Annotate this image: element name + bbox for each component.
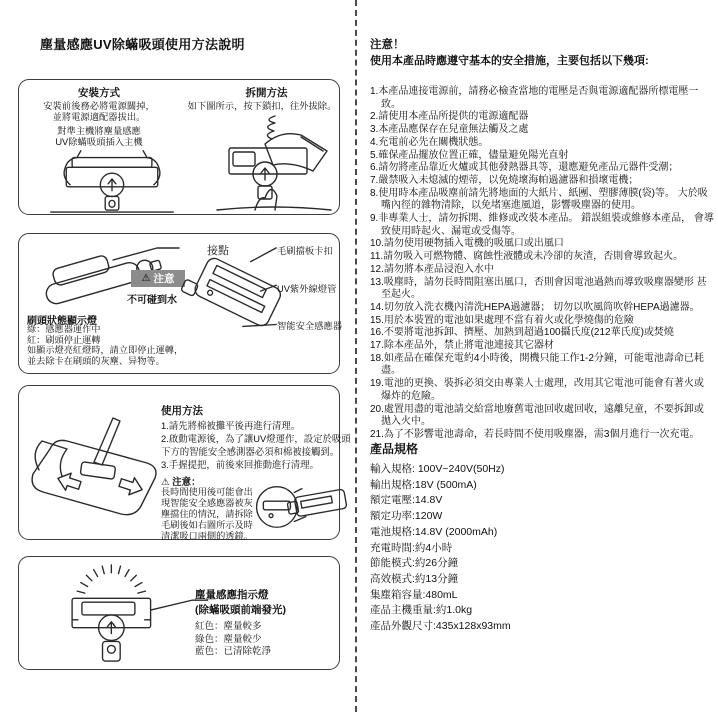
install-detach-box [18, 79, 340, 215]
spec-line: 產品外觀尺寸:435x128x93mm [370, 620, 511, 633]
caution-triangle-icon: ⚠ [161, 477, 170, 488]
safety-item: 12.請勿將本產品浸泡入水中 [370, 263, 494, 275]
part-label-brush-clip: 毛刷擋板卡扣 [277, 246, 333, 256]
install-align-line1: 對準主機將塵量感應 [57, 126, 141, 136]
usage-caution-line: 毛刷後如右圖所示及時 [161, 520, 253, 530]
no-water-warning: 不可碰到水 [127, 295, 177, 306]
safety-item: 10.請勿使用硬物插入電機的吸風口或出風口 [370, 238, 564, 250]
safety-item: 17.除本產品外，禁止將電池連接其它器材 [370, 340, 554, 352]
front-indicator-illustration [47, 561, 212, 665]
detach-note: 如下圖所示，按下鎖扣，往外拔除。 [187, 101, 337, 111]
dust-light-lines [195, 621, 271, 659]
caution-title-text: 注意： [172, 477, 201, 488]
safety-item: 1.本產品連接電源前，請務必檢查當地的電壓是否與電源適配器所標電壓一致。 [370, 86, 699, 110]
safety-item: 14.切勿放入洗衣機內清洗HEPA過濾器； 切勿以吹風筒吹幹HEPA過濾器。 [370, 301, 700, 313]
warning-badge [131, 270, 185, 287]
futon-cleaning-illustration [25, 412, 165, 522]
safety-item: 15.用於本裝置的電池如果處理不當有着火或化學燒傷的危險 [370, 314, 634, 326]
usage-caution-line: 清潔吸口兩側的透鏡。 [161, 531, 253, 541]
safety-item: 18.如產品在確保充電約4小時後，開機只能工作1-2分鐘，可能電池壽命已耗盡。 [370, 352, 704, 377]
usage-steps [161, 419, 351, 471]
dust-light-title: 塵量感應指示燈 [195, 589, 269, 601]
underside-illustration [187, 242, 279, 352]
usage-caution-line: 現智能安全感應器被灰 [161, 498, 253, 508]
safety-item: 3.本產品應保存在兒童無法觸及之處 [370, 124, 529, 136]
detach-title: 拆開方法 [245, 87, 288, 99]
spec-line: 輸出規格:18V (500mA) [370, 478, 477, 491]
usage-step: 2.啟動電源後，為了讓UV燈運作，設定於吸頭 [161, 433, 351, 444]
safety-items-list [370, 86, 714, 442]
usage-caution-title [161, 474, 201, 488]
spec-line: 集塵箱容量:480mL [370, 588, 458, 601]
status-light-line: 紅：刷頭停止運轉 [27, 334, 101, 345]
safety-item: 13.吸塵時，請勿長時間阻塞出風口，否則會因電池過熱而導致吸塵器變形 甚至起火。 [370, 276, 707, 301]
page-divider [355, 0, 357, 712]
safety-item: 19.電池的更換、裝拆必須交由專業人士處理，改用其它電池可能會有著火或 爆炸的危險。 [370, 378, 704, 402]
safety-item: 20.處置用盡的電池請交給當地廢舊電池回收處回收，遠離兒童，不要拆卸或 拋入火中。 [370, 403, 704, 428]
usage-step: 下方的智能安全感測器必須和棉被接觸到。 [161, 446, 340, 457]
install-align-line2: UV除蟎吸頭插入主機 [55, 137, 143, 147]
safety-item: 4.充電前必先在關機狀態。 [370, 136, 489, 148]
status-light-line: 綠：感應器運作中 [27, 324, 101, 334]
spec-line: 節能模式:約26分鐘 [370, 557, 459, 570]
dust-light-line: 綠色：塵量較少 [195, 633, 262, 645]
safety-item: 5.確保產品擺放位置正確，儘量避免陽光直射 [370, 149, 569, 161]
status-light-line: 如顯示燈亮紅燈時，請立即停止運轉， [27, 345, 184, 356]
safety-item: 11.請勿吸入可燃物體、腐蝕性液體或未冷卻的灰渣，否則會導致起火。 [370, 251, 684, 263]
usage-title: 使用方法 [161, 405, 203, 417]
usage-box [18, 385, 351, 541]
install-title: 安裝方式 [78, 87, 120, 99]
lens-cleaning-inset-illustration [251, 478, 351, 534]
safety-item: 16.不要將電池拆卸、擠壓、加熱到超過100攝氏度(212華氏度)或焚燒 [370, 327, 674, 339]
safety-item: 9.非專業人士，請勿拆開、維修或改裝本產品。 錯誤組裝或維修本產品， 會導致使用時起火、漏電或受傷等。 [370, 213, 714, 237]
warning-triangle-icon: ⚠ [141, 273, 151, 284]
warning-badge-label: 注意 [153, 273, 175, 285]
part-label-smart-sensor: 智能安全感應器 [277, 321, 343, 331]
dust-indicator-box [18, 556, 340, 670]
specs-list [370, 462, 511, 635]
left-page-title: 塵量感應UV除蟎吸頭使用方法說明 [40, 37, 245, 52]
safety-item: 21.為了不影響電池壽命，若長時間不使用吸塵器，需3個月進行一次充電。 [370, 428, 700, 440]
notice-title: 注意！ [370, 39, 405, 51]
safety-item: 8.使用時本產品吸塵前請先將地面的大紙片、紙團、塑膠薄膜(袋)等。 大於吸嘴內徑的雜物清除，以免堵塞進風道，影響吸塵器的使用。 [370, 187, 708, 212]
status-light-line: 並去除卡在刷頭的灰塵、异物等。 [27, 355, 165, 366]
install-hands-illustration [47, 142, 177, 214]
safety-item: 7.嚴禁吸入未熄滅的煙蒂，以免燒壞海帕過濾器和損壞電機； [370, 174, 639, 186]
dust-light-line: 紅色：塵量較多 [195, 621, 262, 632]
status-light-title: 刷頭狀態顯示燈 [27, 316, 97, 327]
spec-line: 高效模式:約13分鐘 [370, 572, 459, 585]
spec-line: 產品主機重量:約1.0kg [370, 604, 473, 617]
spec-line: 輸入規格: 100V~240V(50Hz) [370, 463, 505, 475]
dust-light-line: 藍色：已清除乾淨 [195, 646, 272, 657]
spec-line: 充電時間:約4小時 [370, 541, 453, 554]
notice-subtitle: 使用本產品時應遵守基本的安全措施，主要包括以下幾項: [370, 55, 649, 67]
safety-item: 6.請勿將產品靠近火爐或其他發熱器具等，還應避免產品元器件受潮； [370, 162, 679, 174]
install-note-line2: 並將電源適配器拔出。 [52, 112, 146, 122]
specs-title: 產品規格 [370, 442, 419, 456]
install-note-line1: 安裝前後務必將電源關掉， [43, 101, 155, 111]
detach-hand-illustration [215, 112, 333, 212]
contact-point-label: 接點 [207, 245, 229, 257]
parts-status-box [18, 233, 343, 374]
usage-caution-line: 塵擋住的情況，請拆除 [161, 509, 253, 519]
usage-step: 1.請先將棉被攤平後再進行清理。 [161, 420, 301, 431]
dust-light-subtitle: (除蟎吸頭前端發光) [195, 604, 286, 616]
spec-line: 額定功率:120W [370, 510, 443, 523]
status-light-lines [27, 324, 183, 366]
part-label-uv-tube: UV紫外線燈管 [277, 284, 337, 294]
spec-line: 額定電壓:14.8V [370, 494, 443, 507]
usage-caution-line: 長時間使用後可能會出 [161, 487, 253, 497]
usage-caution-lines [161, 487, 253, 542]
safety-item: 2.請使用本產品所提供的電源適配器 [370, 111, 529, 123]
spec-line: 電池規格:14.8V (2000mAh) [370, 525, 498, 538]
usage-step: 3.手握提把，前後來回推動進行清理。 [161, 459, 319, 470]
